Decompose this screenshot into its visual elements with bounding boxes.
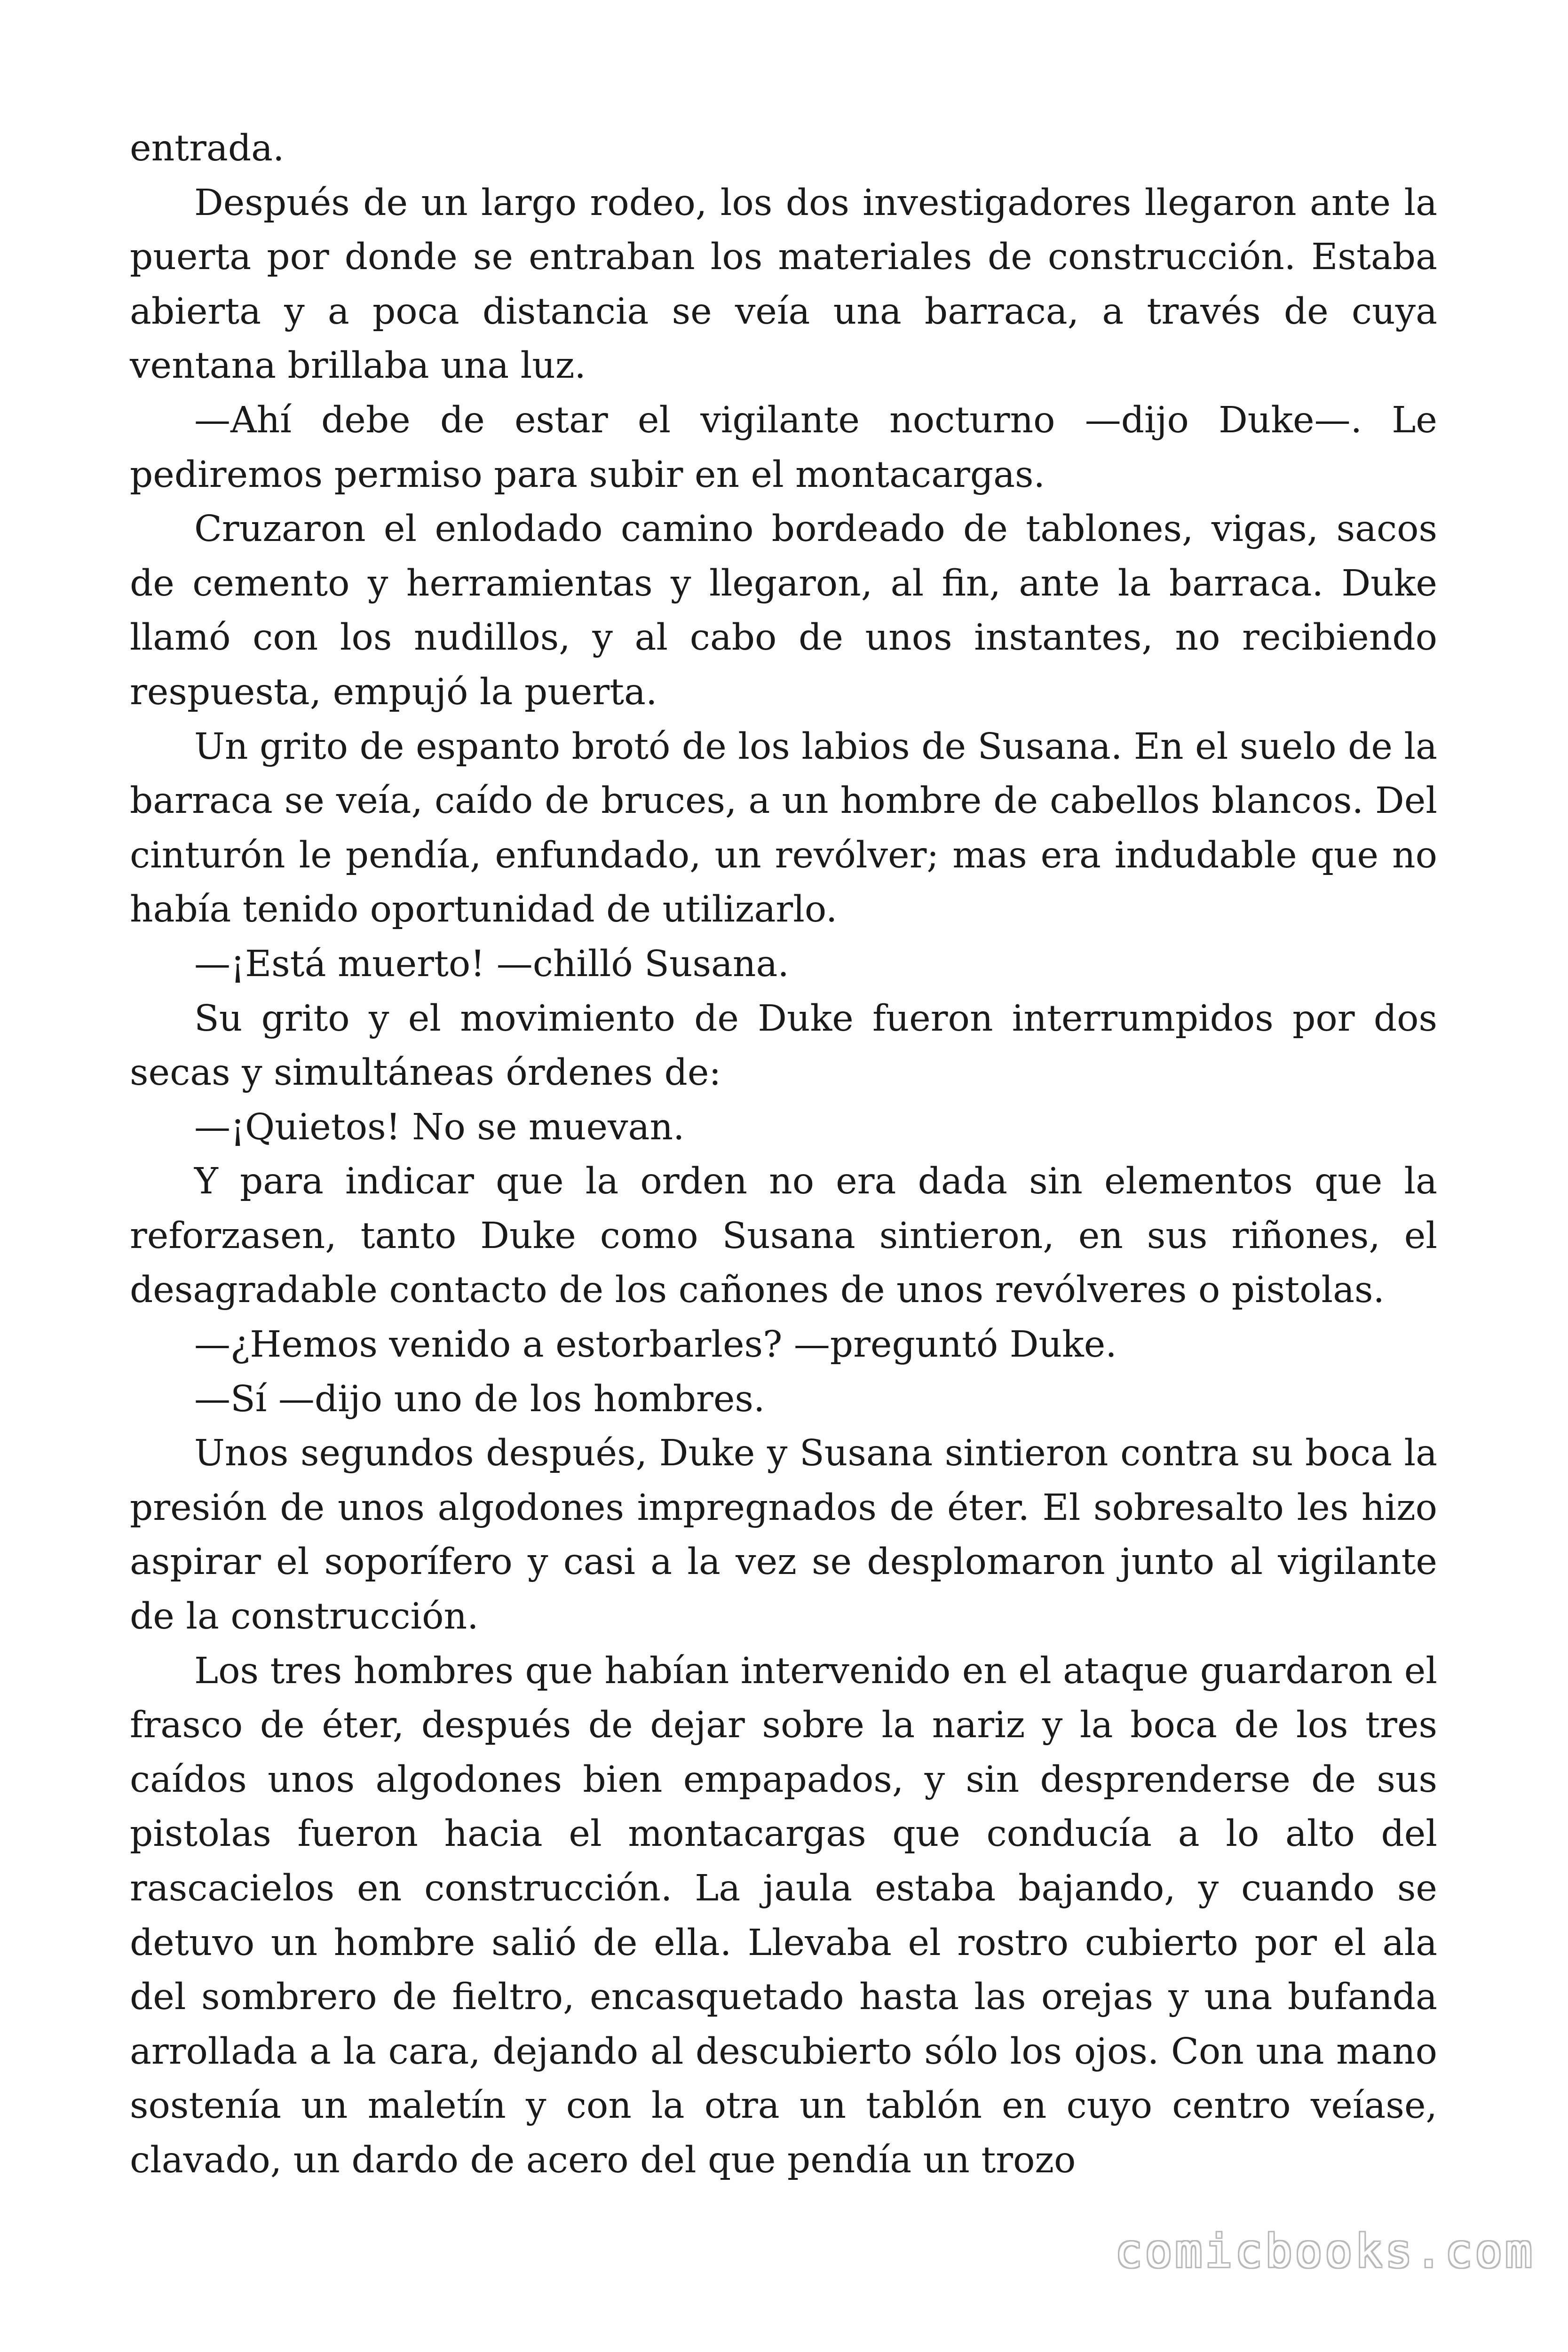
body-text (130, 121, 1437, 2188)
paragraph: Y para indicar que la orden no era dada sin elementos que la reforzasen, tanto Duke como Susana sintieron, en sus riñones, el desagradable contacto de los cañones de unos revólveres o pistolas. (130, 1160, 1437, 1311)
paragraph: —¡Quietos! No se muevan. (194, 1106, 685, 1148)
paragraph: —Sí —dijo uno de los hombres. (194, 1378, 765, 1420)
paragraph: Unos segundos después, Duke y Susana sintieron contra su boca la presión de unos algodones impregnados de éter. El sobresalto les hizo aspirar el soporífero y casi a la vez se desplomaron junto al vigilante de la construcción. (130, 1432, 1437, 1638)
paragraph: Después de un largo rodeo, los dos investigadores llegaron ante la puerta por donde se entraban los materiales de construcción. Estaba abierta y a poca distancia se veía una barraca, a través de cuya ventana brillaba una luz. (130, 182, 1437, 387)
paragraph: Un grito de espanto brotó de los labios de Susana. En el suelo de la barraca se veía, caído de bruces, a un hombre de cabellos blancos. Del cinturón le pendía, enfundado, un revólver; mas era indudable que no había tenido oportunidad de utilizarlo. (130, 725, 1437, 931)
paragraph: Su grito y el movimiento de Duke fueron interrumpidos por dos secas y simultáneas órdenes de: (130, 997, 1437, 1094)
paragraph: —¿Hemos venido a estorbarles? —preguntó Duke. (194, 1324, 1117, 1366)
paragraph: entrada. (130, 127, 285, 169)
paragraph: —¡Está muerto! —chilló Susana. (194, 943, 789, 985)
watermark-logo: comicbooks.com (1115, 2225, 1535, 2278)
paragraph: Los tres hombres que habían intervenido en el ataque guardaron el frasco de éter, después de dejar sobre la nariz y la boca de los tres caídos unos algodones bien empapados, y sin desprenderse de sus pistolas fueron hacia el montacargas que conducía a lo alto del rascacielos en construcción. La jaula estaba bajando, y cuando se detuvo un hombre salió de ella. Llevaba el rostro cubierto por el ala del sombrero de fieltro, encasquetado hasta las orejas y una bufanda arrollada a la cara, dejando al descubierto sólo los ojos. Con una mano sostenía un maletín y con la otra un tablón en cuyo centro veíase, clavado, un dardo de acero del que pendía un trozo (130, 1650, 1437, 2181)
paragraph: Cruzaron el enlodado camino bordeado de tablones, vigas, sacos de cemento y herramientas y llegaron, al fin, ante la barraca. Duke llamó con los nudillos, y al cabo de unos instantes, no recibiendo respuesta, empujó la puerta. (130, 508, 1437, 713)
paragraph: —Ahí debe de estar el vigilante nocturno —dijo Duke—. Le pediremos permiso para subir en el montacargas. (130, 399, 1437, 496)
